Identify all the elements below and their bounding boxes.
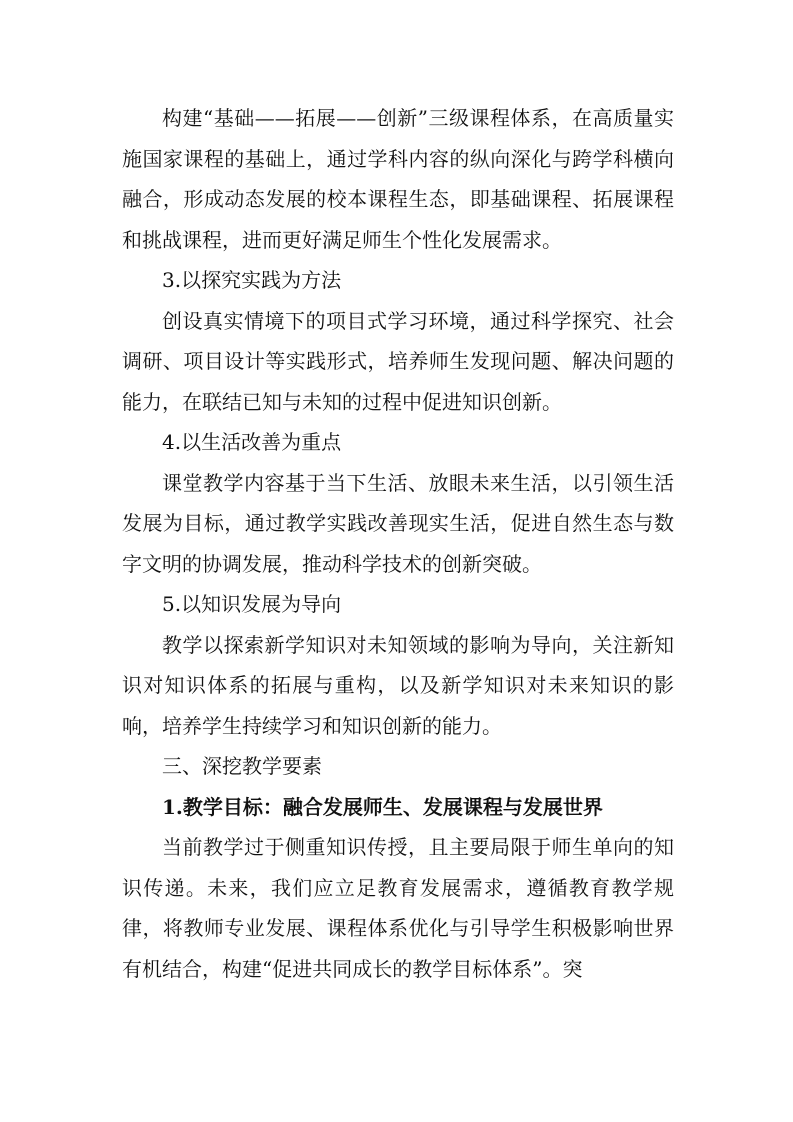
paragraph-curriculum-system: 构建“基础——拓展——创新”三级课程体系，在高质量实施国家课程的基础上，通过学科内容的纵向深化与跨学科横向融合，形成动态发展的校本课程生态，即基础课程、拓展课程和挑战课程，进而更好满足师生个性化发展需求。: [122, 106, 674, 252]
heading-teaching-goals: 1.教学目标：融合发展师生、发展课程与发展世界: [162, 794, 603, 819]
document-body: [122, 98, 674, 989]
paragraph-inquiry-practice: 创设真实情境下的项目式学习环境，通过科学探究、社会调研、项目设计等实践形式，培养师生发现问题、解决问题的能力，在联结已知与未知的过程中促进知识创新。: [122, 308, 674, 414]
paragraph-life-improvement: 课堂教学内容基于当下生活、放眼未来生活，以引领生活发展为目标，通过教学实践改善现实生活，促进自然生态与数字文明的协调发展，推动科学技术的创新突破。: [122, 470, 674, 576]
heading-life-improvement: 4.以生活改善为重点: [162, 430, 342, 454]
paragraph-teaching-goals: 当前教学过于侧重知识传授，且主要局限于师生单向的知识传递。未来，我们应立足教育发展需求，遵循教育教学规律，将教师专业发展、课程体系优化与引导学生积极影响世界有机结合，构建“促进共同成长的教学目标体系”。突: [122, 835, 674, 981]
paragraph-knowledge-development: 教学以探索新学知识对未知领域的影响为导向，关注新知识对知识体系的拓展与重构，以及新学知识对未来知识的影响，培养学生持续学习和知识创新的能力。: [122, 632, 674, 738]
heading-inquiry-practice: 3.以探究实践为方法: [162, 268, 342, 292]
section-heading-teaching-elements: 三、深挖教学要素: [162, 754, 322, 778]
heading-knowledge-development: 5.以知识发展为导向: [162, 592, 342, 616]
